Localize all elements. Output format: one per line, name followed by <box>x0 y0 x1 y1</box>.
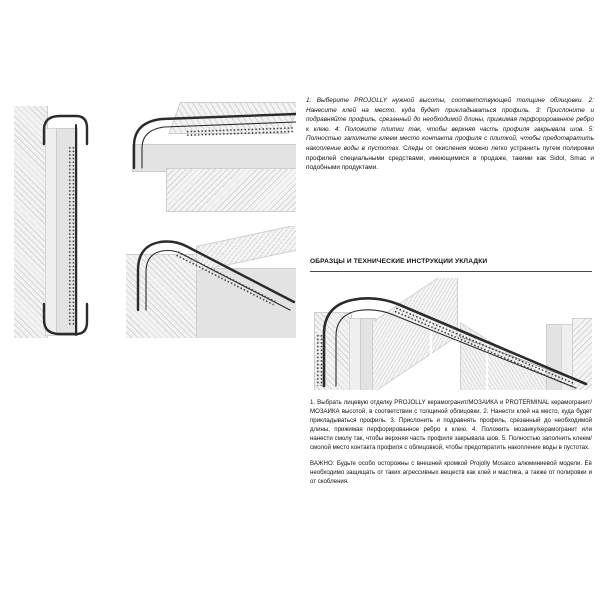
top-instructions-line-7: Следы от окисления можно легко устранить путем полировки <box>403 144 594 152</box>
figure-wide-corner-assembly-detail <box>310 278 592 390</box>
figure-bottom-right-corner-detail <box>126 226 296 338</box>
panel-title: ОБРАЗЦЫ И ТЕХНИЧЕСКИЕ ИНСТРУКЦИИ УКЛАДКИ <box>310 258 488 265</box>
perforated-rib <box>68 146 75 326</box>
panel-paragraph-1: 1. Выбрать лицевую отделку PROJOLLY керамогранит/МОЗАИКА и PROTERMINAL керамогранит/МОЗАИКА высотой, в соответствии с толщиной облицовки. 2. Нанести клей на место, куда будет прикладываться профиль. 3. Прислонить и подравнять профиль, срезанный до необходимой длины, прижимая перфорированное ребро к клею. 4. Положить мозаику/керамогранит или нанести смолу так, чтобы верхняя часть профиля закрывала шов. 5. Полностью заполнить клеем/смолой место контакта профиля с облицовкой, чтобы предотвратить накопление воды в пустотах. <box>310 399 592 452</box>
figure-top-right-profile-detail <box>126 98 296 213</box>
top-instructions-line-5: шов. 5: Полностью заполните клеем место контакта профиля с <box>306 125 594 143</box>
top-instructions-line-6: плиткой, чтобы предотвратить накопление воды в пустотах. <box>306 135 594 152</box>
panel-divider <box>310 271 592 272</box>
profile-bottom-cap-icon <box>42 302 90 338</box>
profile-top-cap-icon <box>42 112 90 146</box>
top-instructions-line-3: необходимой длины, прижимая перфорированное ребро к клею. <box>306 116 595 133</box>
top-instructions-text <box>306 96 594 173</box>
panel-paragraph-2: ВАЖНО: Будьте особо осторожны с внешней кромкой Projolly Mosaico алюминиевой модели. Её необходимо защищать от таких агрессивных веществ как клей и мастика, а также от полировки и от скобления. <box>310 459 592 485</box>
illustration-column <box>8 88 298 350</box>
perforated-rib <box>316 334 324 386</box>
panel-instructions-text <box>310 398 592 492</box>
top-instructions-line-2: профиль. 3: Прислоните и подравняйте профиль, срезанный до <box>306 106 594 124</box>
top-instructions-line-0: 1: Выберите PROJOLLY нужной высоты, соответствующей толщине <box>306 97 545 104</box>
profile-curve-icon <box>128 110 296 184</box>
figure-vertical-profile-section <box>14 106 114 338</box>
top-instructions-line-4: 4: Положите плитки так, чтобы верхняя часть профиля закрывала <box>334 125 566 133</box>
top-instructions-line-9: такими как Sidol, Smac и подобными продуктами. <box>306 154 594 172</box>
top-instructions-line-1: облицовки. 2: Нанесите клей на место, куда будет прикладываться <box>306 97 594 114</box>
samples-and-instructions-panel <box>306 258 596 558</box>
top-instructions-line-8: профилей специальными средствами, имеющимися в продаже, <box>306 154 508 162</box>
